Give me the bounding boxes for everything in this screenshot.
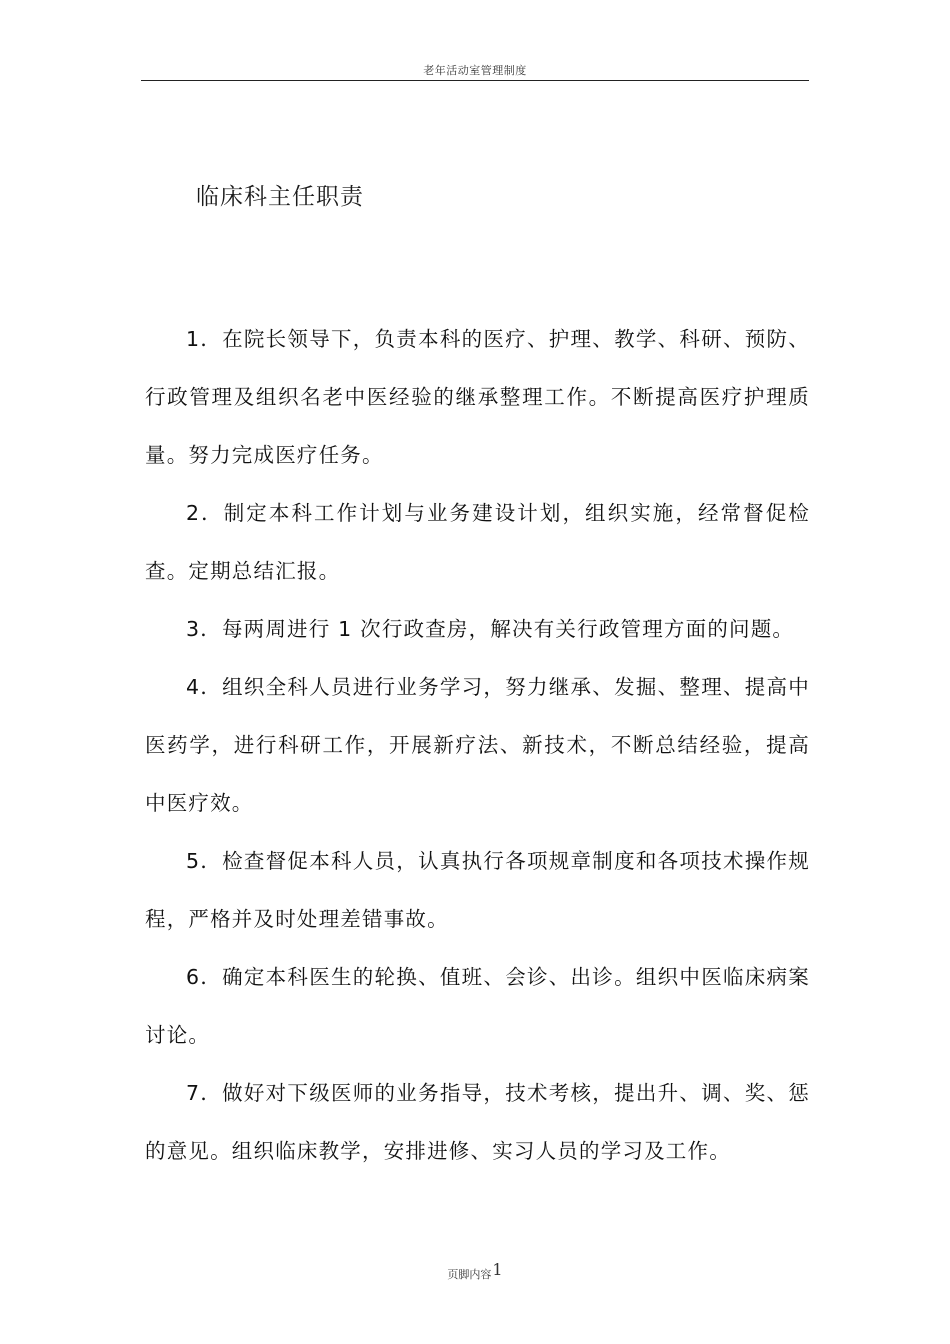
page-footer <box>0 1260 950 1282</box>
paragraph-2: 2．制定本科工作计划与业务建设计划，组织实施，经常督促检查。定期总结汇报。 <box>145 501 810 583</box>
document-title: 临床科主任职责 <box>196 184 364 210</box>
page-header: 老年活动室管理制度 <box>423 64 527 77</box>
paragraph-6: 6．确定本科医生的轮换、值班、会诊、出诊。组织中医临床病案讨论。 <box>145 965 810 1047</box>
paragraph-4: 4．组织全科人员进行业务学习，努力继承、发掘、整理、提高中医药学，进行科研工作，开展新疗法、新技术，不断总结经验，提高中医疗效。 <box>145 675 810 815</box>
paragraph-7: 7．做好对下级医师的业务指导，技术考核，提出升、调、奖、惩的意见。组织临床教学，安排进修、实习人员的学习及工作。 <box>145 1081 810 1163</box>
header-divider <box>141 80 809 81</box>
paragraph-5: 5．检查督促本科人员，认真执行各项规章制度和各项技术操作规程，严格并及时处理差错事故。 <box>145 849 810 931</box>
footer-label: 页脚内容 <box>447 1268 492 1281</box>
paragraph-3: 3．每两周进行 1 次行政查房，解决有关行政管理方面的问题。 <box>186 617 795 641</box>
paragraph-1: 1．在院长领导下，负责本科的医疗、护理、教学、科研、预防、行政管理及组织名老中医经验的继承整理工作。不断提高医疗护理质量。努力完成医疗任务。 <box>145 327 810 467</box>
document-body <box>145 310 810 1180</box>
page-number: 1 <box>492 1260 503 1279</box>
